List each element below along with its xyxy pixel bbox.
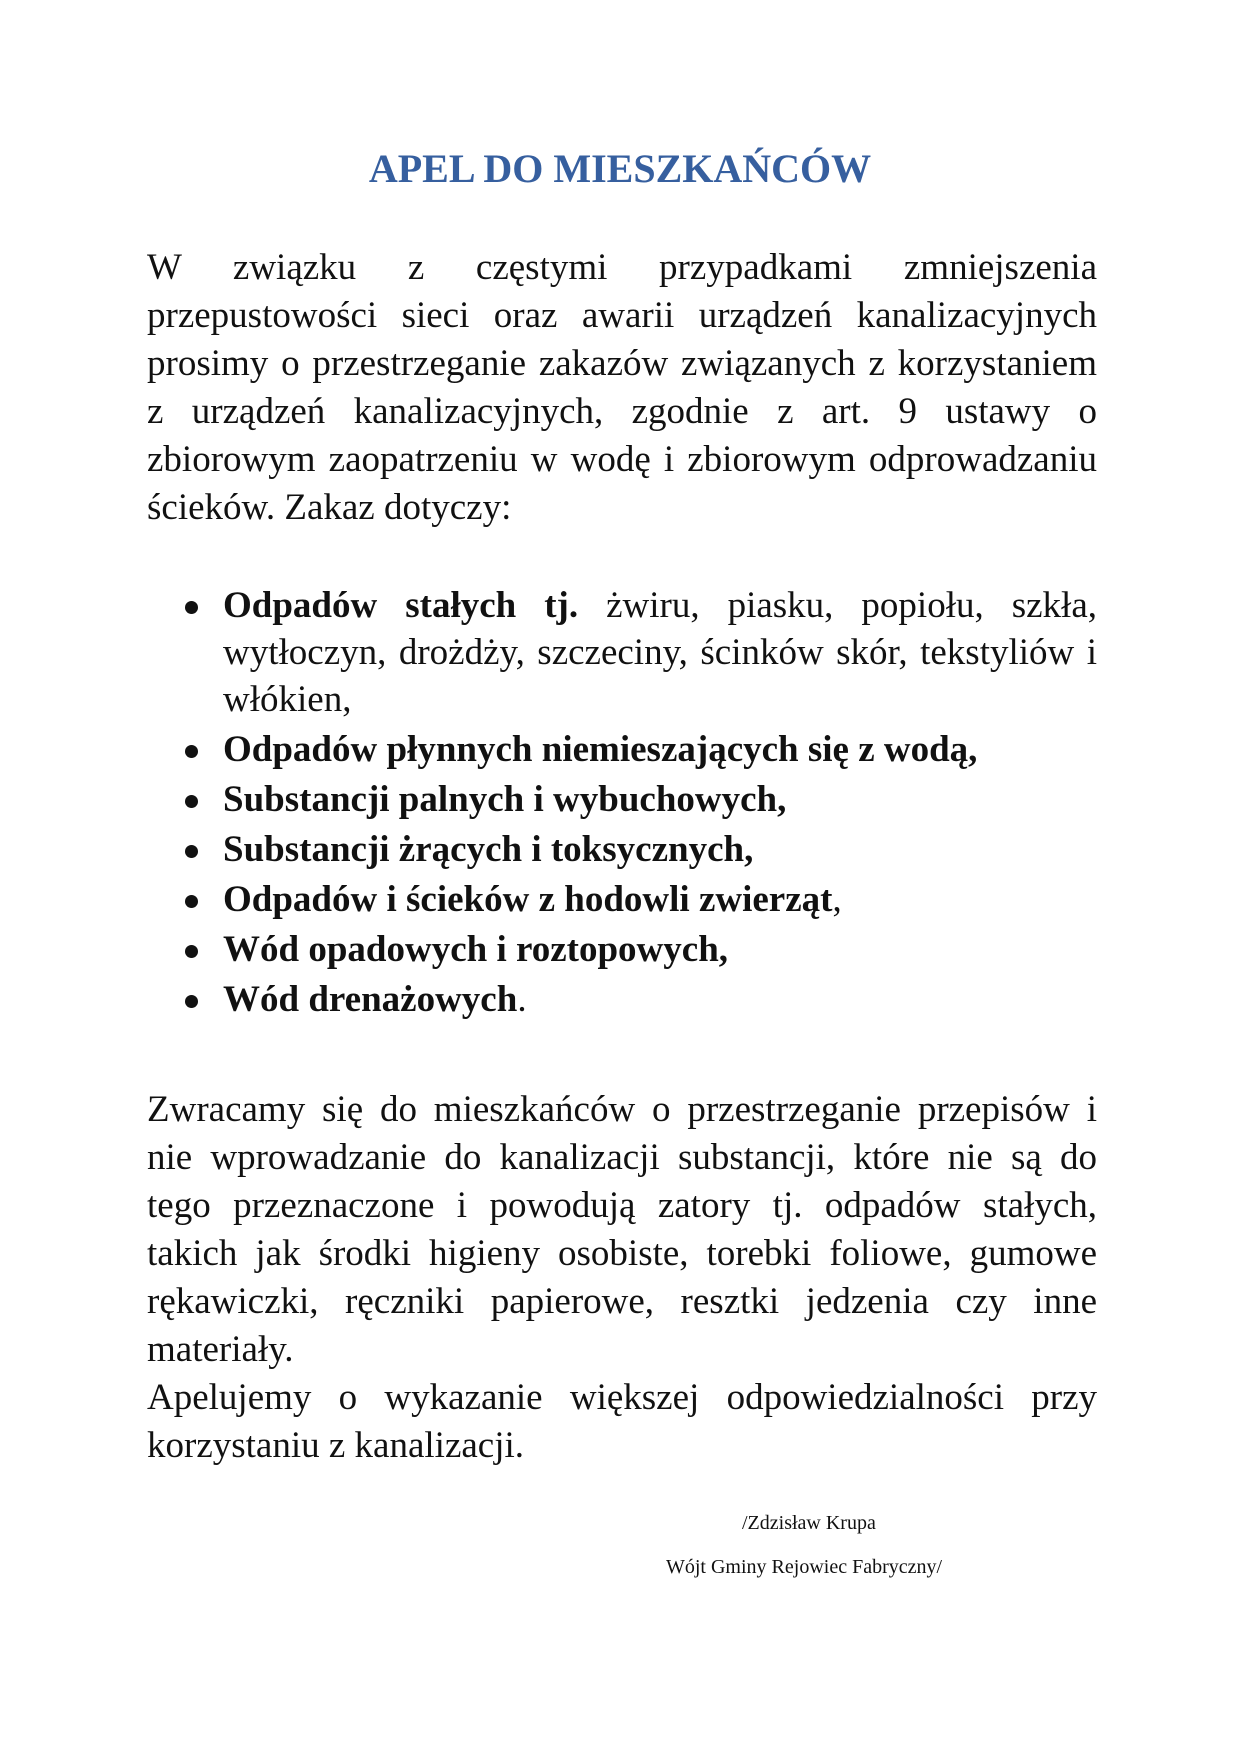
signature-name: /Zdzisław Krupa [742, 1512, 876, 1534]
signature-position: Wójt Gminy Rejowiec Fabryczny/ [666, 1556, 943, 1578]
list-item-bold: Substancji żrących i toksycznych, [223, 829, 754, 870]
bullet-icon [185, 845, 198, 858]
intro-paragraph: W związku z częstymi przypadkami zmniejszenia przepustowości sieci oraz awarii urządzeń kanalizacyjnych prosimy o przestrzeganie zakazów związanych z korzystaniem z urządzeń kanalizacyjnych, zgodnie z art. 9 ustawy o zbiorowym zaopatrzeniu w wodę i zbiorowym odprowadzaniu ścieków. Zakaz dotyczy: [147, 247, 1097, 528]
list-item-text: , [832, 879, 842, 920]
list-item-bold: Odpadów i ścieków z hodowli zwierząt [223, 879, 833, 920]
closing-paragraph: Apelujemy o wykazanie większej odpowiedzialności przy korzystaniu z kanalizacji. [147, 1377, 1097, 1466]
list-item [147, 776, 1097, 823]
list-item-bold: Wód drenażowych [223, 979, 518, 1020]
list-item-bold: Substancji palnych i wybuchowych, [223, 779, 787, 820]
bullet-icon [185, 601, 198, 614]
list-item-bold: Odpadów płynnych niemieszających się z wodą, [223, 729, 978, 770]
list-item [147, 876, 1097, 923]
list-item-text: . [517, 979, 527, 1020]
list-item-bold: Odpadów stałych tj. [223, 585, 579, 626]
prohibition-list [147, 582, 1097, 1023]
bullet-icon [185, 945, 198, 958]
bullet-icon [185, 995, 198, 1008]
list-item [147, 926, 1097, 973]
appeal-paragraph: Zwracamy się do mieszkańców o przestrzeganie przepisów i nie wprowadzanie do kanalizacji substancji, które nie są do tego przeznaczone i powodują zatory tj. odpadów stałych, takich jak środki higieny osobiste, torebki foliowe, gumowe rękawiczki, ręczniki papierowe, resztki jedzenia czy inne materiały. [147, 1089, 1097, 1370]
list-item-text: żwiru, piasku, popiołu, szkła, wytłoczyn, drożdży, szczeciny, ścinków skór, tekstyliów i włókien, [223, 585, 1097, 720]
bullet-icon [185, 745, 198, 758]
bullet-icon [185, 895, 198, 908]
document-title: APEL DO MIESZKAŃCÓW [368, 146, 872, 191]
list-item [147, 726, 1097, 773]
list-item [147, 976, 1097, 1023]
list-item [147, 826, 1097, 873]
list-item [147, 582, 1097, 723]
list-item-bold: Wód opadowych i roztopowych, [223, 929, 729, 970]
bullet-icon [185, 795, 198, 808]
